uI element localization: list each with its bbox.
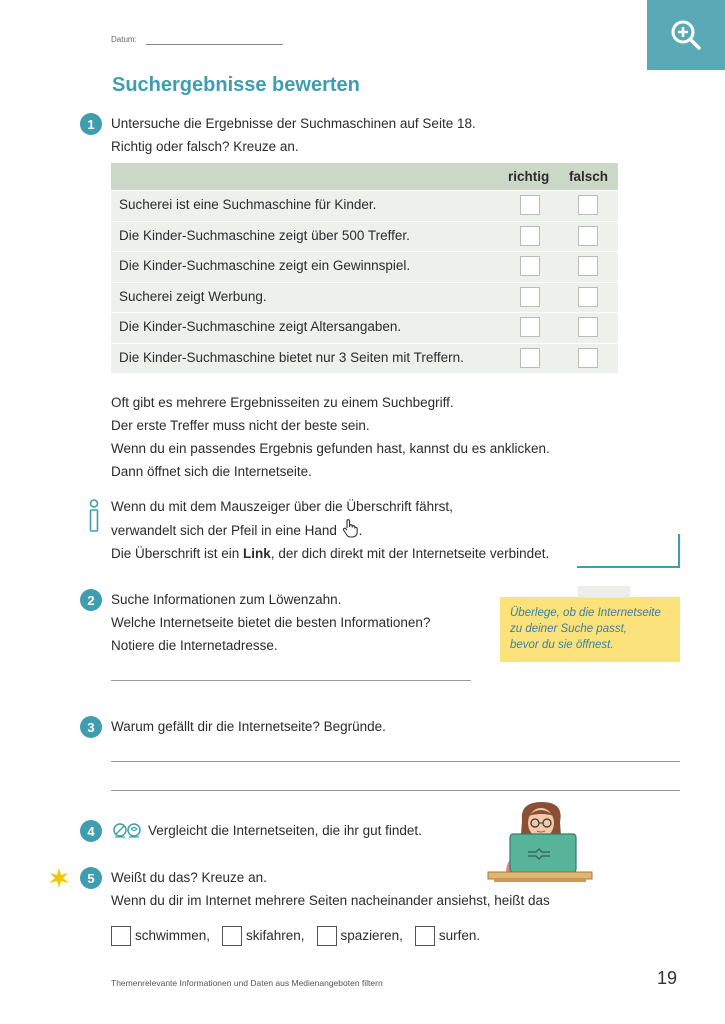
partner-work-icon — [111, 822, 143, 840]
answer-line-task3-1[interactable] — [111, 761, 680, 762]
info-box — [111, 495, 549, 565]
paragraph-line: Dann öffnet sich die Internetseite. — [111, 464, 312, 479]
zoom-in-icon[interactable] — [669, 18, 703, 52]
task5-line2: Wenn du dir im Internet mehrere Seiten nacheinander ansiehst, heißt das — [111, 893, 550, 908]
info-line3-pre: Die Überschrift ist ein — [111, 546, 244, 561]
hand-cursor-icon — [341, 518, 359, 538]
task1-instruction — [111, 112, 476, 158]
explanation-paragraph — [111, 391, 550, 483]
page-number: 19 — [657, 968, 678, 988]
task-number-3: 3 — [80, 716, 102, 738]
falsch-checkbox[interactable] — [578, 317, 598, 337]
richtig-checkbox[interactable] — [520, 317, 540, 337]
option-label: schwimmen, — [135, 928, 211, 943]
sticky-line: zu deiner Suche passt, — [510, 623, 627, 635]
richtig-checkbox[interactable] — [520, 256, 540, 276]
info-line2-end: . — [358, 523, 363, 538]
option-checkbox-surfen[interactable] — [415, 926, 435, 946]
info-line2 — [111, 518, 549, 542]
true-false-table — [111, 163, 618, 373]
task1-line2: Richtig oder falsch? Kreuze an. — [111, 139, 299, 154]
info-line2-text: verwandelt sich der Pfeil in eine Hand — [111, 523, 337, 538]
falsch-checkbox[interactable] — [578, 287, 598, 307]
task2-line2: Welche Internetseite bietet die besten Informationen? — [111, 615, 431, 630]
statement-text: Die Kinder-Suchmaschine zeigt ein Gewinnspiel. — [119, 258, 411, 273]
richtig-checkbox[interactable] — [520, 348, 540, 368]
table-row — [111, 221, 618, 252]
column-falsch: falsch — [569, 169, 609, 184]
paragraph-line: Oft gibt es mehrere Ergebnisseiten zu einem Suchbegriff. — [111, 395, 454, 410]
option-label: skifahren, — [246, 928, 305, 943]
tape-strip — [578, 586, 630, 598]
task5-line1: Weißt du das? Kreuze an. — [111, 870, 267, 885]
task1-line1: Untersuche die Ergebnisse der Suchmaschinen auf Seite 18. — [111, 116, 476, 131]
info-line3 — [111, 542, 549, 565]
decorative-corner-vertical — [678, 534, 680, 568]
date-label: Datum: — [111, 35, 137, 44]
falsch-checkbox[interactable] — [578, 226, 598, 246]
answer-options — [111, 924, 480, 947]
task2-instruction — [111, 588, 430, 657]
link-term: Link — [243, 546, 271, 561]
table-row — [111, 312, 618, 343]
table-row — [111, 282, 618, 313]
statement-text: Die Kinder-Suchmaschine zeigt Altersangaben. — [119, 319, 402, 334]
decorative-corner-horizontal — [577, 566, 680, 568]
info-line1: Wenn du mit dem Mauszeiger über die Überschrift fährst, — [111, 499, 453, 514]
table-row — [111, 190, 618, 221]
table-row — [111, 251, 618, 282]
page-title: Suchergebnisse bewerten — [112, 74, 360, 96]
statement-text: Sucherei zeigt Werbung. — [119, 288, 267, 304]
option-label: surfen. — [438, 928, 481, 943]
task2-line3: Notiere die Internetadresse. — [111, 638, 278, 653]
star-icon — [48, 867, 70, 889]
statement-text: Die Kinder-Suchmaschine bietet nur 3 Seiten mit Treffern. — [119, 349, 464, 365]
richtig-checkbox[interactable] — [520, 226, 540, 246]
option-checkbox-spazieren[interactable] — [317, 926, 337, 946]
zoom-tab[interactable] — [647, 0, 725, 70]
option-checkbox-schwimmen[interactable] — [111, 926, 131, 946]
task-number-2: 2 — [80, 589, 102, 611]
falsch-checkbox[interactable] — [578, 348, 598, 368]
paragraph-line: Der erste Treffer muss nicht der beste sein. — [111, 418, 370, 433]
task5-instruction — [111, 866, 550, 912]
statement-text: Sucherei ist eine Suchmaschine für Kinder. — [119, 197, 377, 212]
sticky-line: Überlege, ob die Internetseite — [510, 607, 661, 619]
falsch-checkbox[interactable] — [578, 195, 598, 215]
option-checkbox-skifahren[interactable] — [222, 926, 242, 946]
richtig-checkbox[interactable] — [520, 195, 540, 215]
answer-line-task3-2[interactable] — [111, 790, 680, 791]
option-label: spazieren, — [340, 928, 403, 943]
sticky-note-hint — [500, 597, 680, 662]
info-icon — [88, 499, 100, 533]
richtig-checkbox[interactable] — [520, 287, 540, 307]
task4-instruction: Vergleicht die Internetseiten, die ihr gut findet. — [148, 823, 422, 838]
task2-line1: Suche Informationen zum Löwenzahn. — [111, 592, 342, 607]
task-number-5: 5 — [80, 867, 102, 889]
task-number-4: 4 — [80, 820, 102, 842]
task-number-1: 1 — [80, 113, 102, 135]
task3-instruction: Warum gefällt dir die Internetseite? Begründe. — [111, 719, 386, 734]
table-row — [111, 343, 618, 374]
answer-line-task2[interactable] — [111, 680, 471, 681]
sticky-line: bevor du sie öffnest. — [510, 639, 614, 651]
footer-text: Themenrelevante Informationen und Daten aus Medienangeboten filtern — [111, 978, 383, 988]
column-richtig: richtig — [508, 169, 550, 184]
table-header — [111, 163, 618, 190]
statement-text: Die Kinder-Suchmaschine zeigt über 500 Treffer. — [119, 227, 410, 243]
falsch-checkbox[interactable] — [578, 256, 598, 276]
info-line3-post: , der dich direkt mit der Internetseite verbindet. — [270, 546, 550, 561]
date-field[interactable] — [146, 44, 283, 45]
paragraph-line: Wenn du ein passendes Ergebnis gefunden hast, kannst du es anklicken. — [111, 441, 550, 456]
